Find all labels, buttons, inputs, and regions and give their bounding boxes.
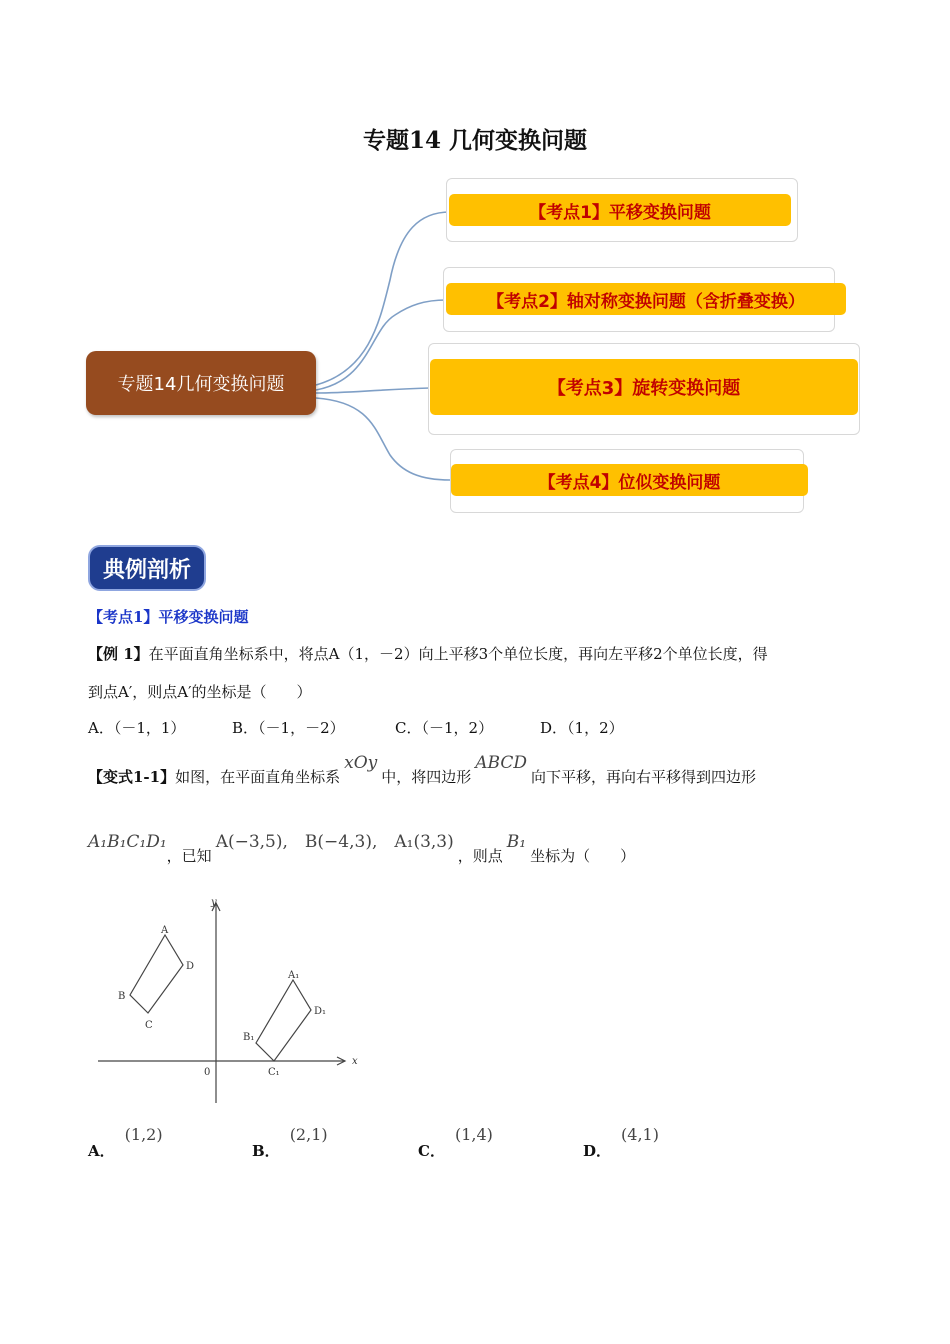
variant-text-1: 如图，在平面直角坐标系 — [175, 768, 341, 786]
connector-3 — [316, 388, 430, 393]
variant-text-5: ，则点 — [457, 847, 503, 865]
variant-math-a1b1c1d1: A₁B₁C₁D₁ — [88, 832, 167, 852]
variant-text-4: ，已知 — [166, 847, 212, 865]
variant-math-b1: B₁ — [506, 832, 527, 852]
variant-text-2: 中，将四边形 — [381, 768, 472, 786]
section-heading: 【考点1】平移变换问题 — [88, 608, 249, 626]
label-y: y — [211, 897, 217, 908]
variant-option-d-value: (4,1) — [621, 1125, 659, 1144]
variant-math-xoy: xOy — [344, 753, 378, 773]
example1-option-d: D．（1，2） — [540, 719, 624, 737]
mindmap-branch-1: 【考点1】平移变换问题 — [449, 194, 791, 226]
label-a1: A₁ — [288, 970, 300, 981]
variant-option-c-value: (1,4) — [454, 1125, 493, 1144]
label-c: C — [145, 1020, 153, 1031]
example1-line1 — [88, 643, 768, 664]
variant-option-b-value: (2,1) — [289, 1125, 328, 1144]
variant-option-a-value: (1,2) — [124, 1125, 163, 1144]
variant-math-given: A(−3,5), B(−4,3), A₁(3,3) — [215, 832, 454, 852]
variant-option-a-letter: A． — [88, 1142, 115, 1160]
variant-option-d — [583, 1124, 659, 1160]
mindmap-branch-3: 【考点3】旋转变换问题 — [430, 359, 858, 415]
mindmap-root: 专题14几何变换问题 — [86, 351, 316, 415]
variant-option-c-letter: C． — [418, 1142, 445, 1160]
variant-option-c — [418, 1124, 493, 1160]
label-a: A — [161, 925, 169, 936]
variant-option-b — [252, 1124, 328, 1160]
page-title: 专题14 几何变换问题 — [362, 127, 587, 154]
quadrilateral-abcd — [130, 935, 183, 1013]
variant-label: 【变式1-1】 — [88, 768, 176, 786]
variant-text-3: 向下平移，再向右平移得到四边形 — [531, 768, 757, 786]
variant-option-b-letter: B． — [252, 1142, 280, 1160]
mindmap-branch-4: 【考点4】位似变换问题 — [451, 464, 808, 496]
label-c1: C₁ — [268, 1067, 280, 1078]
example1-label: 【例 1】 — [88, 645, 149, 663]
label-origin: 0 — [204, 1067, 211, 1078]
quadrilateral-a1b1c1d1 — [256, 980, 311, 1061]
variant-line2 — [88, 827, 635, 867]
variant-text-6: 坐标为（ ） — [530, 847, 636, 865]
example1-text-1: 在平面直角坐标系中，将点A（1，－2）向上平移3个单位长度，再向左平移2个单位长度，得 — [148, 645, 768, 663]
mindmap-branch-2: 【考点2】轴对称变换问题（含折叠变换） — [446, 283, 846, 315]
variant-math-abcd: ABCD — [475, 753, 528, 773]
label-d: D — [186, 961, 195, 972]
variant-option-d-letter: D． — [583, 1142, 612, 1160]
example1-option-c: C．（－1，2） — [395, 719, 494, 737]
example1-option-a: A．（－1，1） — [88, 719, 186, 737]
label-x: x — [352, 1056, 358, 1067]
example1-line2: 到点A′，则点A′的坐标是（ ） — [88, 683, 312, 701]
variant-option-a — [88, 1124, 163, 1160]
section-badge: 典例剖析 — [88, 545, 206, 591]
coordinate-figure — [90, 895, 370, 1110]
variant-line1 — [88, 752, 756, 792]
example1-option-b: B．（－1，－2） — [232, 719, 345, 737]
label-b1: B₁ — [243, 1032, 255, 1043]
label-d1: D₁ — [314, 1006, 327, 1017]
label-b: B — [118, 991, 126, 1002]
